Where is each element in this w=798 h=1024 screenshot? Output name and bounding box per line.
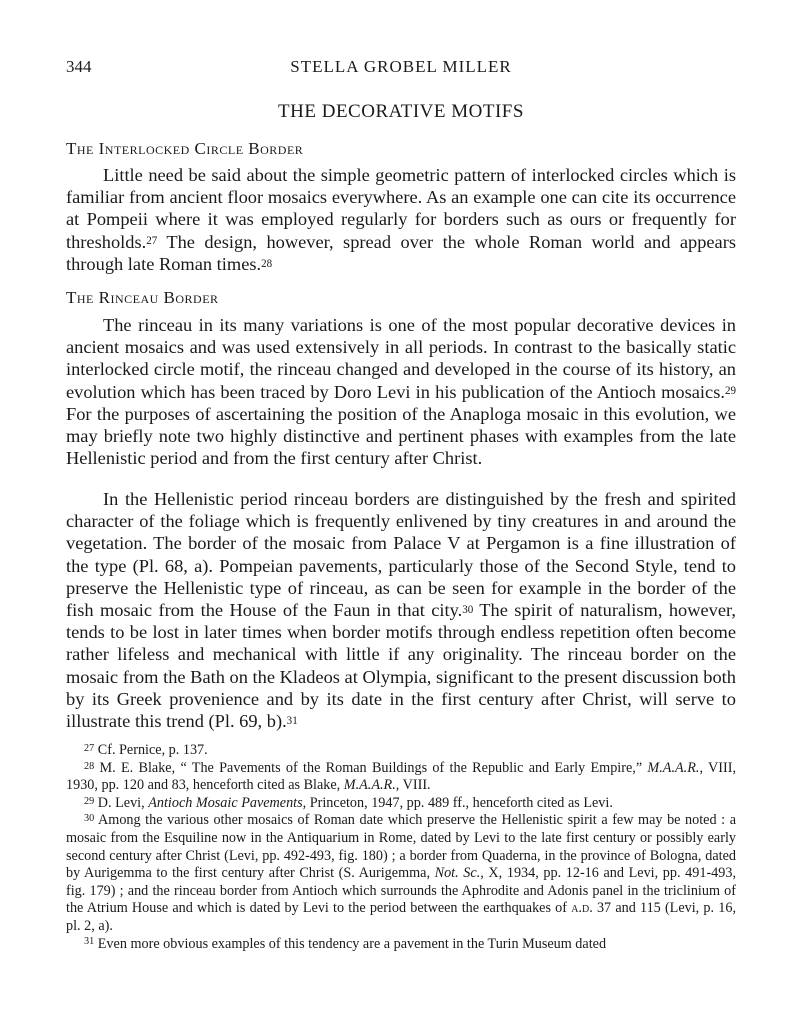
page-number: 344 xyxy=(66,57,92,76)
footnote-29: $^{29}$ D. Levi, Antioch Mosaic Pavements, Princeton, 1947, pp. 489 ff., henceforth cited as Levi. xyxy=(84,794,613,811)
paragraph-rinceau-intro: The rinceau in its many variations is one of the most popular decorative devices in ancient mosaics and was used extensively in all periods. In contrast to the basically static interlocked circle motif, the rinceau changed and developed in the course of its history, an evolution which has been traced by Doro Levi in his publication of the Antioch mosaics.$^{29}$ For the purposes of ascertaining the position of the Anaploga mosaic in this evolution, we may briefly note two highly distinctive and pertinent phases with examples from the late Hellenistic period and from the first century after Christ. xyxy=(66,315,736,469)
footnote-30: $^{30}$ Among the various other mosaics of Roman date which preserve the Hellenistic spirit a few may be noted : a mosaic from the Esquiline now in the Antiquarium in Rome, dated by Levi to the late first century or possibly early second century after Christ (Levi, pp. 492-493, fig. 180) ; a border from Quaderna, in the province of Bologna, dated by Aurigemma to the first century after Christ (S. Aurigemma, Not. Sc., X, 1934, pp. 12-16 and Levi, pp. 491-493, fig. 179) ; and the rinceau border from Antioch which surrounds the Aphrodite and Adonis panel in the triclinium of the Atrium House and which is dated by Levi to the period between the earthquakes of a.d. 37 and 115 (Levi, p. 16, pl. 2, a). xyxy=(66,812,737,934)
running-title: STELLA GROBEL MILLER xyxy=(290,57,512,76)
subheading-interlocked-circle: The Interlocked Circle Border xyxy=(66,139,304,158)
paragraph-interlocked-circle: Little need be said about the simple geometric pattern of interlocked circles which is familiar from ancient floor mosaics everywhere. As an example one can cite its occurrence at Pompeii where it was employed regularly for borders such as ours or frequently for thresholds.$^{27}$ The design, however, spread over the whole Roman world and appears through late Roman times.$^{28}$ xyxy=(66,165,736,274)
footnote-ref-27: 27 xyxy=(146,235,158,248)
footnote-ref-31: 31 xyxy=(286,714,298,727)
footnote-ref-30: 30 xyxy=(462,603,474,616)
footnote-27: $^{27}$ Cf. Pernice, p. 137. xyxy=(84,742,208,758)
subheading-rinceau: The Rinceau Border xyxy=(66,288,219,307)
running-head xyxy=(66,57,736,81)
footnotes xyxy=(66,742,736,953)
section-title: THE DECORATIVE MOTIFS xyxy=(278,101,524,122)
footnote-28: $^{28}$ M. E. Blake, “ The Pavements of the Roman Buildings of the Republic and Early Empire,” M.A.A.R., VIII, 1930, pp. 120 and 83, henceforth cited as Blake, M.A.A.R., VIII. xyxy=(66,759,736,794)
footnote-31: $^{31}$ Even more obvious examples of this tendency are a pavement in the Turin Museum dated xyxy=(84,935,607,952)
footnote-ref-28: 28 xyxy=(261,257,273,270)
paragraph-hellenistic: In the Hellenistic period rinceau borders are distinguished by the fresh and spirited character of the foliage which is frequently enlivened by tiny creatures in and around the vegetation. The border of the mosaic from Palace V at Pergamon is a fine illustration of the type (Pl. 68, a). Pompeian pavements, particularly those of the Second Style, tend to preserve the Hellenistic type of rinceau, as can be seen for example in the border of the fish mosaic from the House of the Faun in that city.$^{30}$ The spirit of naturalism, however, tends to be lost in later times when border motifs through endless repetition often become rather lifeless and mechanical with little if any originality. The rinceau border on the mosaic from the Bath on the Kladeos at Olympia, significant to the present discussion both by its Greek provenience and by its date in the first century after Christ, will serve to illustrate this trend (Pl. 69, b).$^{31}$ xyxy=(66,489,736,732)
footnote-ref-29: 29 xyxy=(724,385,736,398)
